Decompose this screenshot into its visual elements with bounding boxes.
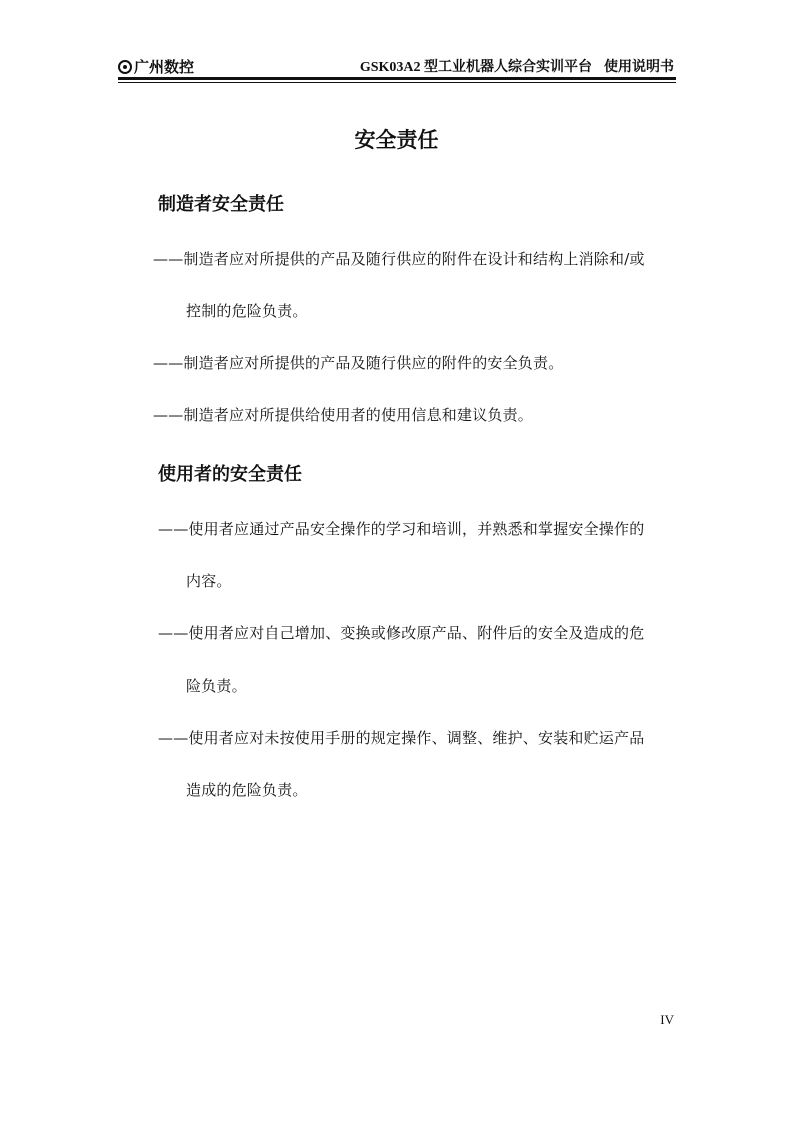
logo-text: 广州数控 — [134, 58, 195, 76]
paragraph-line: 造成的危险负责。 — [186, 781, 308, 799]
section-heading-user: 使用者的安全责任 — [158, 464, 302, 485]
paragraph-line: ——制造者应对所提供给使用者的使用信息和建议负责。 — [153, 406, 534, 424]
paragraph-line: ——制造者应对所提供的产品及随行供应的附件的安全负责。 — [153, 354, 564, 372]
gsk-logo-icon — [118, 60, 132, 74]
company-logo — [118, 56, 194, 77]
paragraph-line: 内容。 — [186, 572, 232, 590]
document-title-text: GSK03A2 型工业机器人综合实训平台 — [359, 60, 592, 75]
document-type: 使用说明书 — [604, 60, 674, 75]
header-rule-thick — [118, 77, 676, 80]
header-rule-thin — [118, 82, 676, 83]
paragraph-line: 险负责。 — [186, 677, 247, 695]
page-title: 安全责任 — [354, 128, 439, 152]
paragraph-line: 控制的危险负责。 — [186, 302, 308, 320]
paragraph-line: ——使用者应通过产品安全操作的学习和培训，并熟悉和掌握安全操作的 — [158, 520, 645, 538]
document-title — [360, 56, 674, 76]
paragraph-line: ——制造者应对所提供的产品及随行供应的附件在设计和结构上消除和/或 — [153, 250, 645, 268]
paragraph-line: ——使用者应对自己增加、变换或修改原产品、附件后的安全及造成的危 — [158, 624, 645, 642]
page-number: IV — [660, 1012, 674, 1027]
section-heading-manufacturer: 制造者安全责任 — [158, 194, 284, 215]
paragraph-line: ——使用者应对未按使用手册的规定操作、调整、维护、安装和贮运产品 — [158, 729, 645, 747]
